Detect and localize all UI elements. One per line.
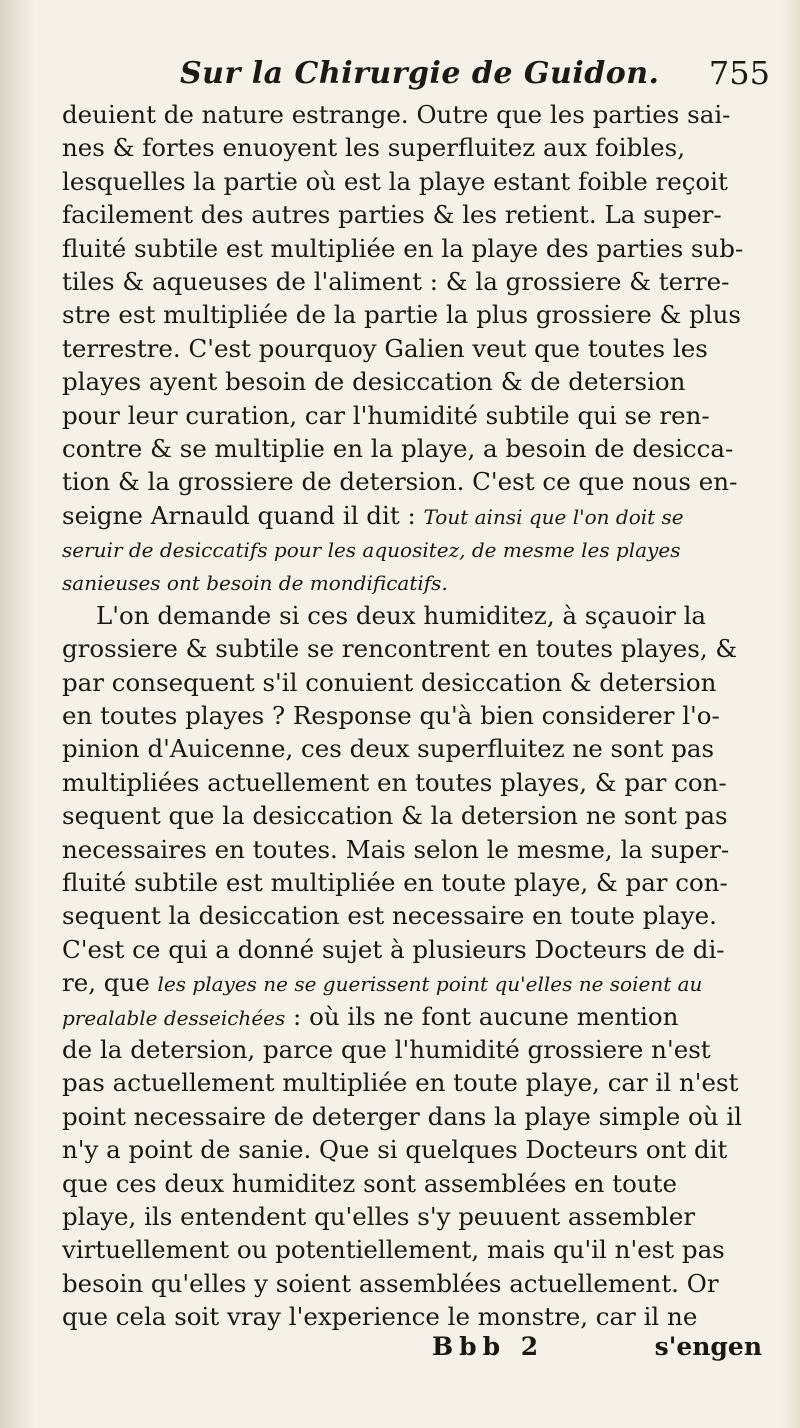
text-segment: sequent la desiccation est necessaire en toute playe. — [62, 901, 717, 931]
page-gutter — [0, 0, 36, 1428]
text-segment: terrestre. C'est pourquoy Galien veut que toutes les — [62, 333, 708, 363]
text-line — [62, 165, 762, 198]
text-line — [62, 532, 762, 565]
text-line — [62, 1200, 762, 1233]
text-segment: L'on demande si ces deux humiditez, à sçauoir la — [96, 600, 707, 630]
text-line — [62, 599, 762, 632]
text-line — [62, 265, 762, 298]
page-edge — [782, 0, 800, 1428]
text-segment: besoin qu'elles y soient assemblées actuellement. Or — [62, 1268, 719, 1298]
text-line — [62, 499, 762, 532]
text-line — [62, 666, 762, 699]
page-header — [80, 48, 770, 96]
text-line — [62, 399, 762, 432]
text-line — [62, 1033, 762, 1066]
text-line — [62, 198, 762, 231]
text-segment: par consequent s'il conuient desiccation & detersion — [62, 667, 717, 697]
text-line — [62, 1267, 762, 1300]
page-footer — [62, 1332, 762, 1366]
text-segment: necessaires en toutes. Mais selon le mesme, la super- — [62, 834, 730, 864]
text-line — [62, 1000, 762, 1033]
text-segment: playes ayent besoin de desiccation & de detersion — [62, 367, 686, 397]
text-line — [62, 232, 762, 265]
text-line — [62, 298, 762, 331]
text-segment: playe, ils entendent qu'elles s'y peuuent assembler — [62, 1201, 696, 1231]
text-segment: que ces deux humiditez sont assemblées en toute — [62, 1168, 677, 1198]
text-line — [62, 1100, 762, 1133]
text-segment: pour leur curation, car l'humidité subtile qui se ren- — [62, 400, 710, 430]
text-line — [62, 899, 762, 932]
text-segment: : où ils ne font aucune mention — [285, 1001, 679, 1031]
text-segment: n'y a point de sanie. Que si quelques Docteurs ont dit — [62, 1135, 728, 1165]
text-segment: tiles & aqueuses de l'aliment : & la grossiere & terre- — [62, 266, 730, 296]
text-line — [62, 933, 762, 966]
text-segment: seigne Arnauld quand il dit : — [62, 500, 424, 530]
italic-quote-segment: Tout ainsi que l'on doit se — [423, 504, 684, 529]
text-segment: grossiere & subtile se rencontrent en toutes playes, & — [62, 634, 738, 664]
text-segment: fluité subtile est multipliée en la playe des parties sub- — [62, 233, 744, 263]
text-line — [62, 365, 762, 398]
text-segment: fluité subtile est multipliée en toute playe, & par con- — [62, 867, 728, 897]
italic-quote-segment: prealable desseichées — [62, 1005, 286, 1030]
text-line — [62, 1066, 762, 1099]
signature-mark: Bbb 2 — [432, 1332, 545, 1361]
text-segment: deuient de nature estrange. Outre que les parties sai- — [62, 100, 731, 129]
text-line — [62, 1300, 762, 1333]
text-segment: en toutes playes ? Response qu'à bien considerer l'o- — [62, 701, 720, 731]
text-line — [62, 799, 762, 832]
catchword: s'engen — [654, 1332, 762, 1361]
text-line — [62, 98, 762, 131]
text-line — [62, 966, 762, 999]
text-line — [62, 866, 762, 899]
text-segment: lesquelles la partie où est la playe estant foible reçoit — [62, 166, 728, 196]
text-line — [62, 1133, 762, 1166]
text-line — [62, 632, 762, 665]
italic-quote-segment: seruir de desiccatifs pour les aquositez, de mesme les playes — [62, 538, 681, 563]
text-line — [62, 1167, 762, 1200]
text-line — [62, 432, 762, 465]
text-line — [62, 1233, 762, 1266]
text-segment: virtuellement ou potentiellement, mais qu'il n'est pas — [62, 1235, 725, 1265]
text-segment: pinion d'Auicenne, ces deux superfluitez ne sont pas — [62, 734, 715, 764]
text-segment: tion & la grossiere de detersion. C'est ce que nous en- — [62, 467, 738, 497]
text-line — [62, 565, 762, 598]
text-line — [62, 131, 762, 164]
text-segment: sequent que la desiccation & la detersion ne sont pas — [62, 801, 728, 831]
text-line — [62, 465, 762, 498]
italic-quote-segment: les playes ne se guerissent point qu'elles ne soient au — [157, 972, 703, 997]
text-segment: contre & se multiplie en la playe, a besoin de desicca- — [62, 433, 734, 463]
italic-quote-segment: sanieuses ont besoin de mondificatifs. — [62, 571, 448, 596]
text-segment: facilement des autres parties & les retient. La super- — [62, 200, 722, 230]
text-segment: multipliées actuellement en toutes playes, & par con- — [62, 767, 727, 797]
text-segment: stre est multipliée de la partie la plus grossiere & plus — [62, 300, 741, 330]
text-segment: de la detersion, parce que l'humidité grossiere n'est — [62, 1034, 711, 1064]
page-number: 755 — [708, 54, 770, 92]
text-segment: nes & fortes enuoyent les superfluitez aux foibles, — [62, 133, 685, 163]
text-line — [62, 766, 762, 799]
text-segment: que cela soit vray l'experience le monstre, car il ne — [62, 1302, 698, 1332]
text-line — [62, 699, 762, 732]
running-title: Sur la Chirurgie de Guidon. — [180, 56, 660, 91]
text-line — [62, 732, 762, 765]
body-text — [62, 98, 762, 1333]
text-segment: re, que — [62, 968, 158, 998]
text-line — [62, 833, 762, 866]
text-segment: C'est ce qui a donné sujet à plusieurs Docteurs de di- — [62, 934, 725, 964]
text-line — [62, 332, 762, 365]
text-segment: point necessaire de deterger dans la playe simple où il — [62, 1101, 743, 1131]
text-segment: pas actuellement multipliée en toute playe, car il n'est — [62, 1068, 739, 1098]
